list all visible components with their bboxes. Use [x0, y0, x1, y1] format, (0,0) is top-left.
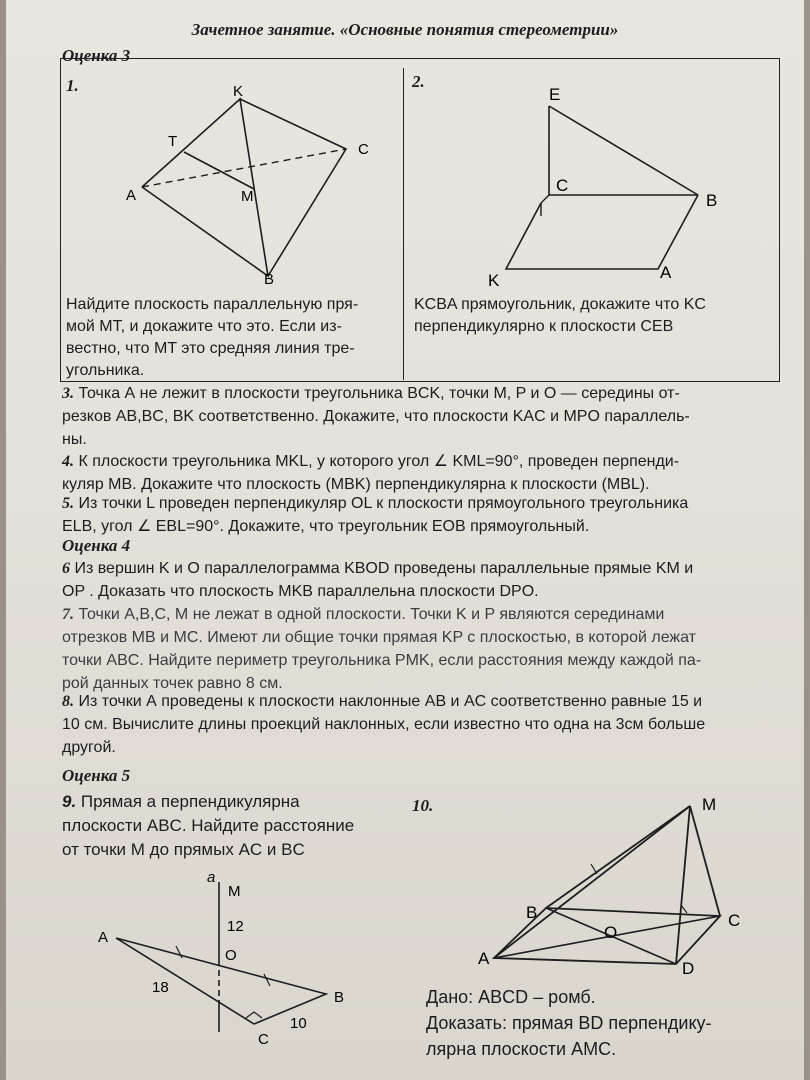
task-10-edge-ma — [494, 806, 690, 958]
label-m: M — [702, 795, 717, 814]
task-2-rectangle — [506, 195, 698, 269]
grade-4-heading: Оценка 4 — [62, 536, 131, 555]
task-9-right-angle — [246, 1012, 262, 1018]
label-c: C — [258, 1031, 269, 1048]
task-7: 7. Точки A,B,C, M не лежат в одной плоскости. Точки K и P являются серединами отрезков MB и MC. Имеют ли общие точки прямая KP с плоскостью, в которой лежат точки ABC. Найдите периметр треугольника PMK, если расстояния между каждой па- рой данных точек равно 8 см. — [62, 606, 702, 692]
task-2-text: KCBA прямоугольник, докажите что KC перпендикулярно к плоскости CEB — [414, 296, 706, 335]
label-e: E — [549, 85, 561, 104]
task-1-pyramid-edges-right — [240, 99, 346, 276]
task-3: 3. Точка А не лежит в плоскости треугольника BCK, точки M, P и O — середины от- резков AB,BC, BK соответственно. Докажите, что плоскости KAC и MPO параллель- ны. — [62, 385, 690, 448]
label-a-line: a — [207, 869, 216, 886]
worksheet-page — [6, 0, 804, 1080]
task-4: 4. К плоскости треугольника MKL, у которого угол ∠ KML=90°, проведен перпенди- куляр MB. Докажите что плоскость (MBK) перпендикулярна к плоскости (MBL). — [62, 453, 680, 493]
task-10-text — [426, 984, 786, 1062]
task-1-text: Найдите плоскость параллельную пря- мой MT, и докажите что это. Если из- вестно, что MT это средняя линия тре- угольника. — [66, 296, 359, 379]
task-6: 6 Из вершин K и O параллелограмма KBOD проведены параллельные прямые KM и OP . Доказать что плоскость MKB параллельна плоскости DPO. — [62, 560, 694, 600]
label-a: A — [660, 263, 672, 282]
label-a: A — [478, 949, 490, 968]
task-10-given: Дано: ABCD – ромб. — [426, 987, 596, 1007]
task-2-labels — [488, 85, 717, 290]
page-title: Зачетное занятие. «Основные понятия стереометрии» — [191, 20, 619, 39]
grade-3-heading: Оценка 3 — [62, 46, 131, 65]
label-m: M — [228, 883, 241, 900]
task-9-labels — [98, 869, 344, 1048]
task-8: 8. Из точки А проведены к плоскости наклонные AB и AC соответственно равные 15 и 10 см. Вычислите длины проекций наклонных, если известно что одна на 3см больше другой. — [62, 693, 706, 756]
task-10-edge-mb — [546, 806, 690, 908]
label-o: O — [225, 947, 237, 964]
task-1-number: 1. — [66, 76, 79, 95]
task-10-prove-line-1: Доказать: прямая BD перпендику- — [426, 1013, 712, 1033]
label-18: 18 — [152, 979, 169, 996]
label-b: B — [526, 903, 538, 922]
label-b: B — [706, 191, 718, 210]
task-2-figure — [404, 58, 778, 290]
label-12: 12 — [227, 918, 244, 935]
label-b: B — [264, 271, 275, 288]
task-2-edge-eb — [549, 106, 698, 195]
grade-5-heading: Оценка 5 — [62, 766, 131, 785]
label-k: K — [233, 83, 244, 100]
task-9-triangle — [116, 938, 326, 1024]
task-9-text: 9. Прямая a перпендикулярна плоскости ABC. Найдите расстояние от точки M до прямых AC и BC — [62, 792, 355, 859]
label-c: C — [728, 911, 741, 930]
label-10: 10 — [290, 1015, 307, 1032]
label-a: A — [126, 187, 137, 204]
task-10-figure — [476, 780, 756, 980]
task-10-edge-md — [676, 806, 690, 964]
task-10-number: 10. — [412, 796, 434, 815]
label-d: D — [682, 959, 695, 978]
task-10-prove-line-2: лярна плоскости AMC. — [426, 1039, 617, 1059]
task-10-labels — [478, 795, 740, 978]
label-c: C — [358, 141, 369, 158]
label-a: A — [98, 929, 109, 946]
task-1-segment-mt — [184, 152, 254, 189]
label-c: C — [556, 176, 569, 195]
task-5: 5. Из точки L проведен перпендикуляр OL к плоскости прямоугольного треугольника ELB, угол ∠ EBL=90°. Докажите, что треугольник EOB прямоугольный. — [62, 495, 689, 535]
task-2-number: 2. — [412, 72, 425, 91]
label-o: O — [604, 923, 618, 942]
label-t: T — [168, 133, 178, 150]
task-10-edge-mc — [690, 806, 720, 916]
label-k: K — [488, 271, 500, 290]
task-1-figure — [60, 58, 404, 290]
task-9-figure — [86, 860, 366, 1070]
label-b: B — [334, 989, 345, 1006]
task-1-hidden-edge-ac — [142, 149, 346, 187]
label-m: M — [241, 188, 254, 205]
